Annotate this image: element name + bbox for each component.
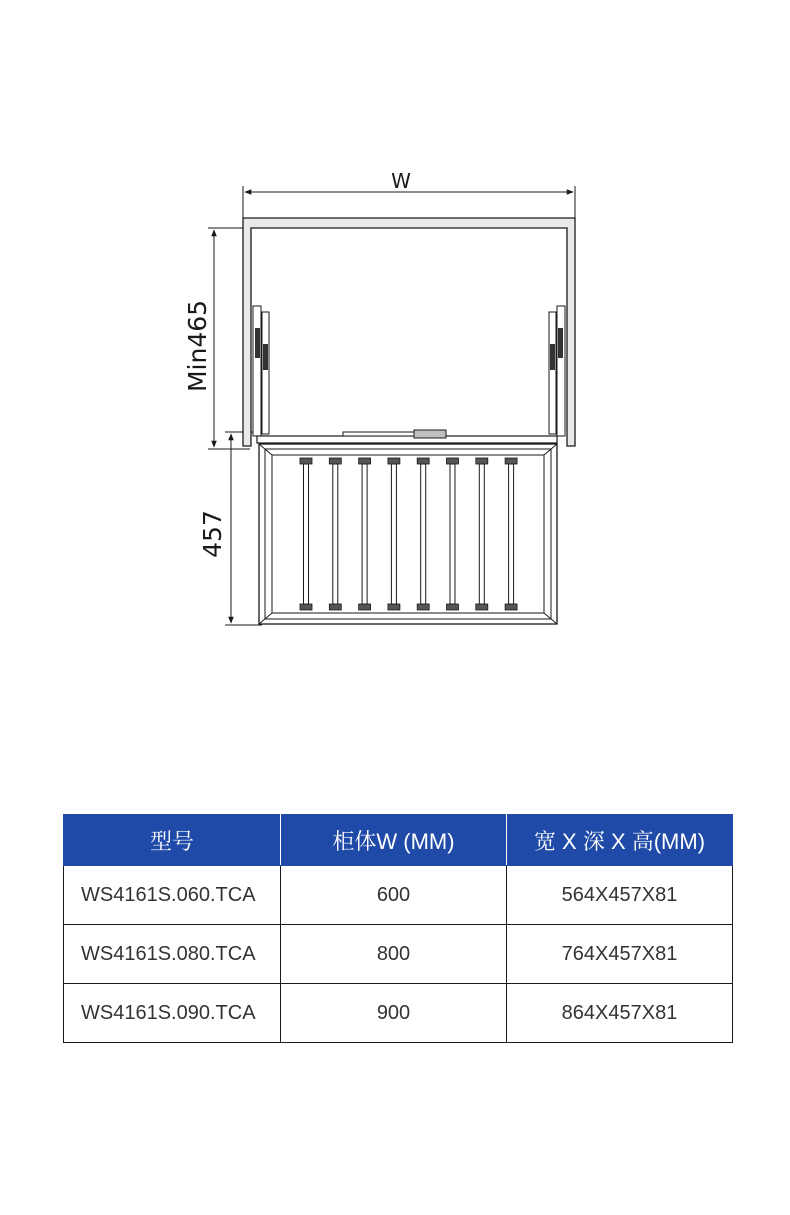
left-mount-rail [253, 306, 269, 436]
dimensions-cell: 764X457X81 [507, 925, 733, 984]
width-label: W [391, 169, 411, 193]
dimensions-cell: 564X457X81 [507, 866, 733, 925]
basket-top-bar [257, 430, 557, 443]
depth-dimension [198, 432, 262, 625]
model-cell: WS4161S.090.TCA [64, 984, 281, 1043]
height-dimension [183, 228, 250, 449]
table-header-row [64, 815, 733, 866]
cabinet-width-cell: 600 [281, 866, 507, 925]
right-mount-rail [549, 306, 565, 436]
cabinet-frame [243, 218, 575, 446]
header-model: 型号 [64, 815, 281, 866]
depth-label: 457 [198, 510, 227, 558]
cabinet-width-cell: 800 [281, 925, 507, 984]
cabinet-width-cell: 900 [281, 984, 507, 1043]
table-row [64, 984, 733, 1043]
model-cell: WS4161S.060.TCA [64, 866, 281, 925]
header-dimensions: 宽 X 深 X 高(MM) [507, 815, 733, 866]
model-cell: WS4161S.080.TCA [64, 925, 281, 984]
width-dimension [243, 169, 575, 218]
table-row [64, 925, 733, 984]
table-row [64, 866, 733, 925]
spec-table [63, 814, 733, 1043]
dimensions-cell: 864X457X81 [507, 984, 733, 1043]
header-cabinet-width: 柜体W (MM) [281, 815, 507, 866]
height-label: Min465 [183, 299, 212, 393]
